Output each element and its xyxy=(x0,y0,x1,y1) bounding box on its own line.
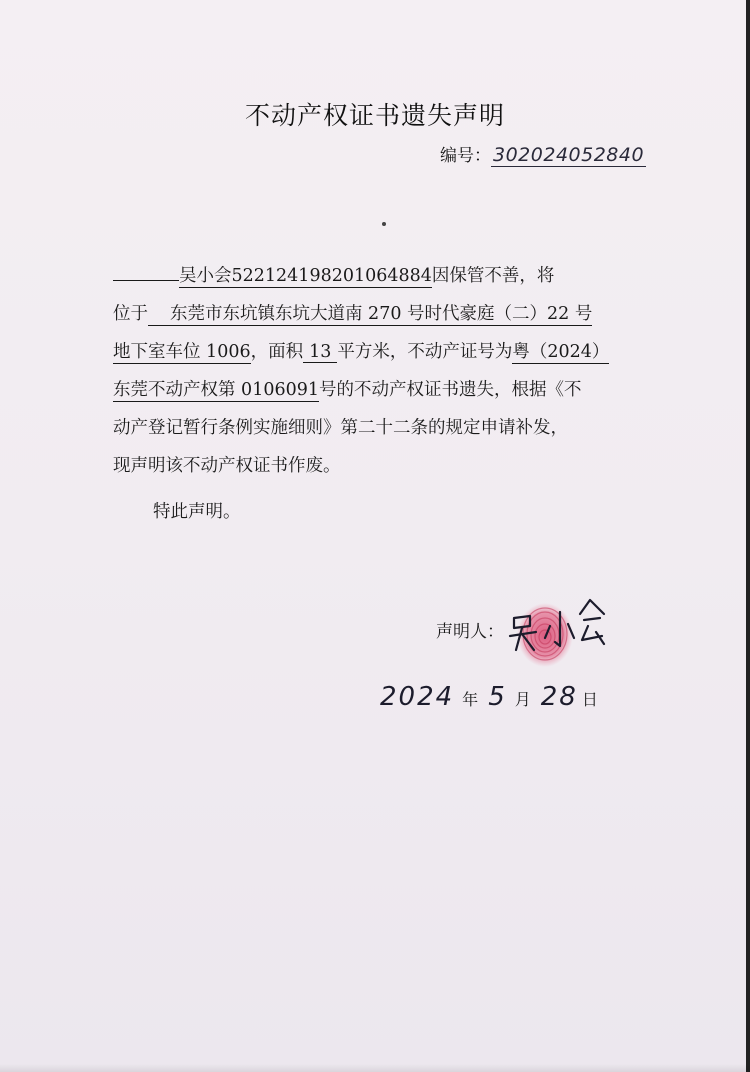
certificate-number: 东莞不动产权第 0106091 xyxy=(113,380,320,400)
document-title: 不动产权证书遗失声明 xyxy=(244,101,505,130)
serial-number-line xyxy=(440,141,646,166)
scan-shadow xyxy=(0,1064,750,1072)
paragraph-line-4 xyxy=(113,371,653,409)
declarant-label: 声明人： xyxy=(436,622,504,642)
paragraph-line-3 xyxy=(113,333,653,371)
paragraph-line-6: 现声明该不动产权证书作废。 xyxy=(113,456,341,476)
scan-speck xyxy=(382,222,386,226)
id-number: 522124198201064884 xyxy=(231,266,432,286)
line4-text: 号的不动产权证书遗失，根据《不 xyxy=(319,380,582,400)
date-month-char: 月 xyxy=(514,690,531,709)
certificate-prefix: 粤（2024） xyxy=(512,342,610,362)
paragraph-line-5: 动产登记暂行条例实施细则》第二十二条的规定申请补发， xyxy=(113,418,568,438)
serial-number-handwritten: 302024052840 xyxy=(493,144,645,166)
serial-label: 编号： xyxy=(440,146,491,166)
signing-date xyxy=(380,682,598,730)
date-day-char: 日 xyxy=(581,690,598,709)
area-prefix: ，面积 xyxy=(250,342,304,362)
date-month: 5 xyxy=(488,682,507,712)
scan-edge xyxy=(746,0,750,1072)
property-address: 东莞市东坑镇东坑大道南 270 号时代豪庭（二）22 号 xyxy=(148,304,592,326)
indent-underline xyxy=(113,258,179,281)
location-prefix: 位于 xyxy=(113,304,148,324)
declaration-paragraph xyxy=(113,257,653,485)
area-value: 13 xyxy=(303,342,337,363)
date-year: 2024 xyxy=(380,682,455,712)
date-day: 28 xyxy=(540,682,578,712)
paragraph-line-2 xyxy=(113,295,653,333)
handwritten-signature xyxy=(500,588,620,658)
declarant-name: 吴小会 xyxy=(179,266,232,286)
area-suffix: 平方米，不动产证号为 xyxy=(337,342,513,362)
date-year-char: 年 xyxy=(462,690,479,709)
line1-text: 因保管不善，将 xyxy=(431,266,555,286)
paragraph-line-1 xyxy=(113,257,653,295)
closing-statement: 特此声明。 xyxy=(153,502,241,522)
property-address-cont: 地下室车位 1006 xyxy=(113,342,251,362)
